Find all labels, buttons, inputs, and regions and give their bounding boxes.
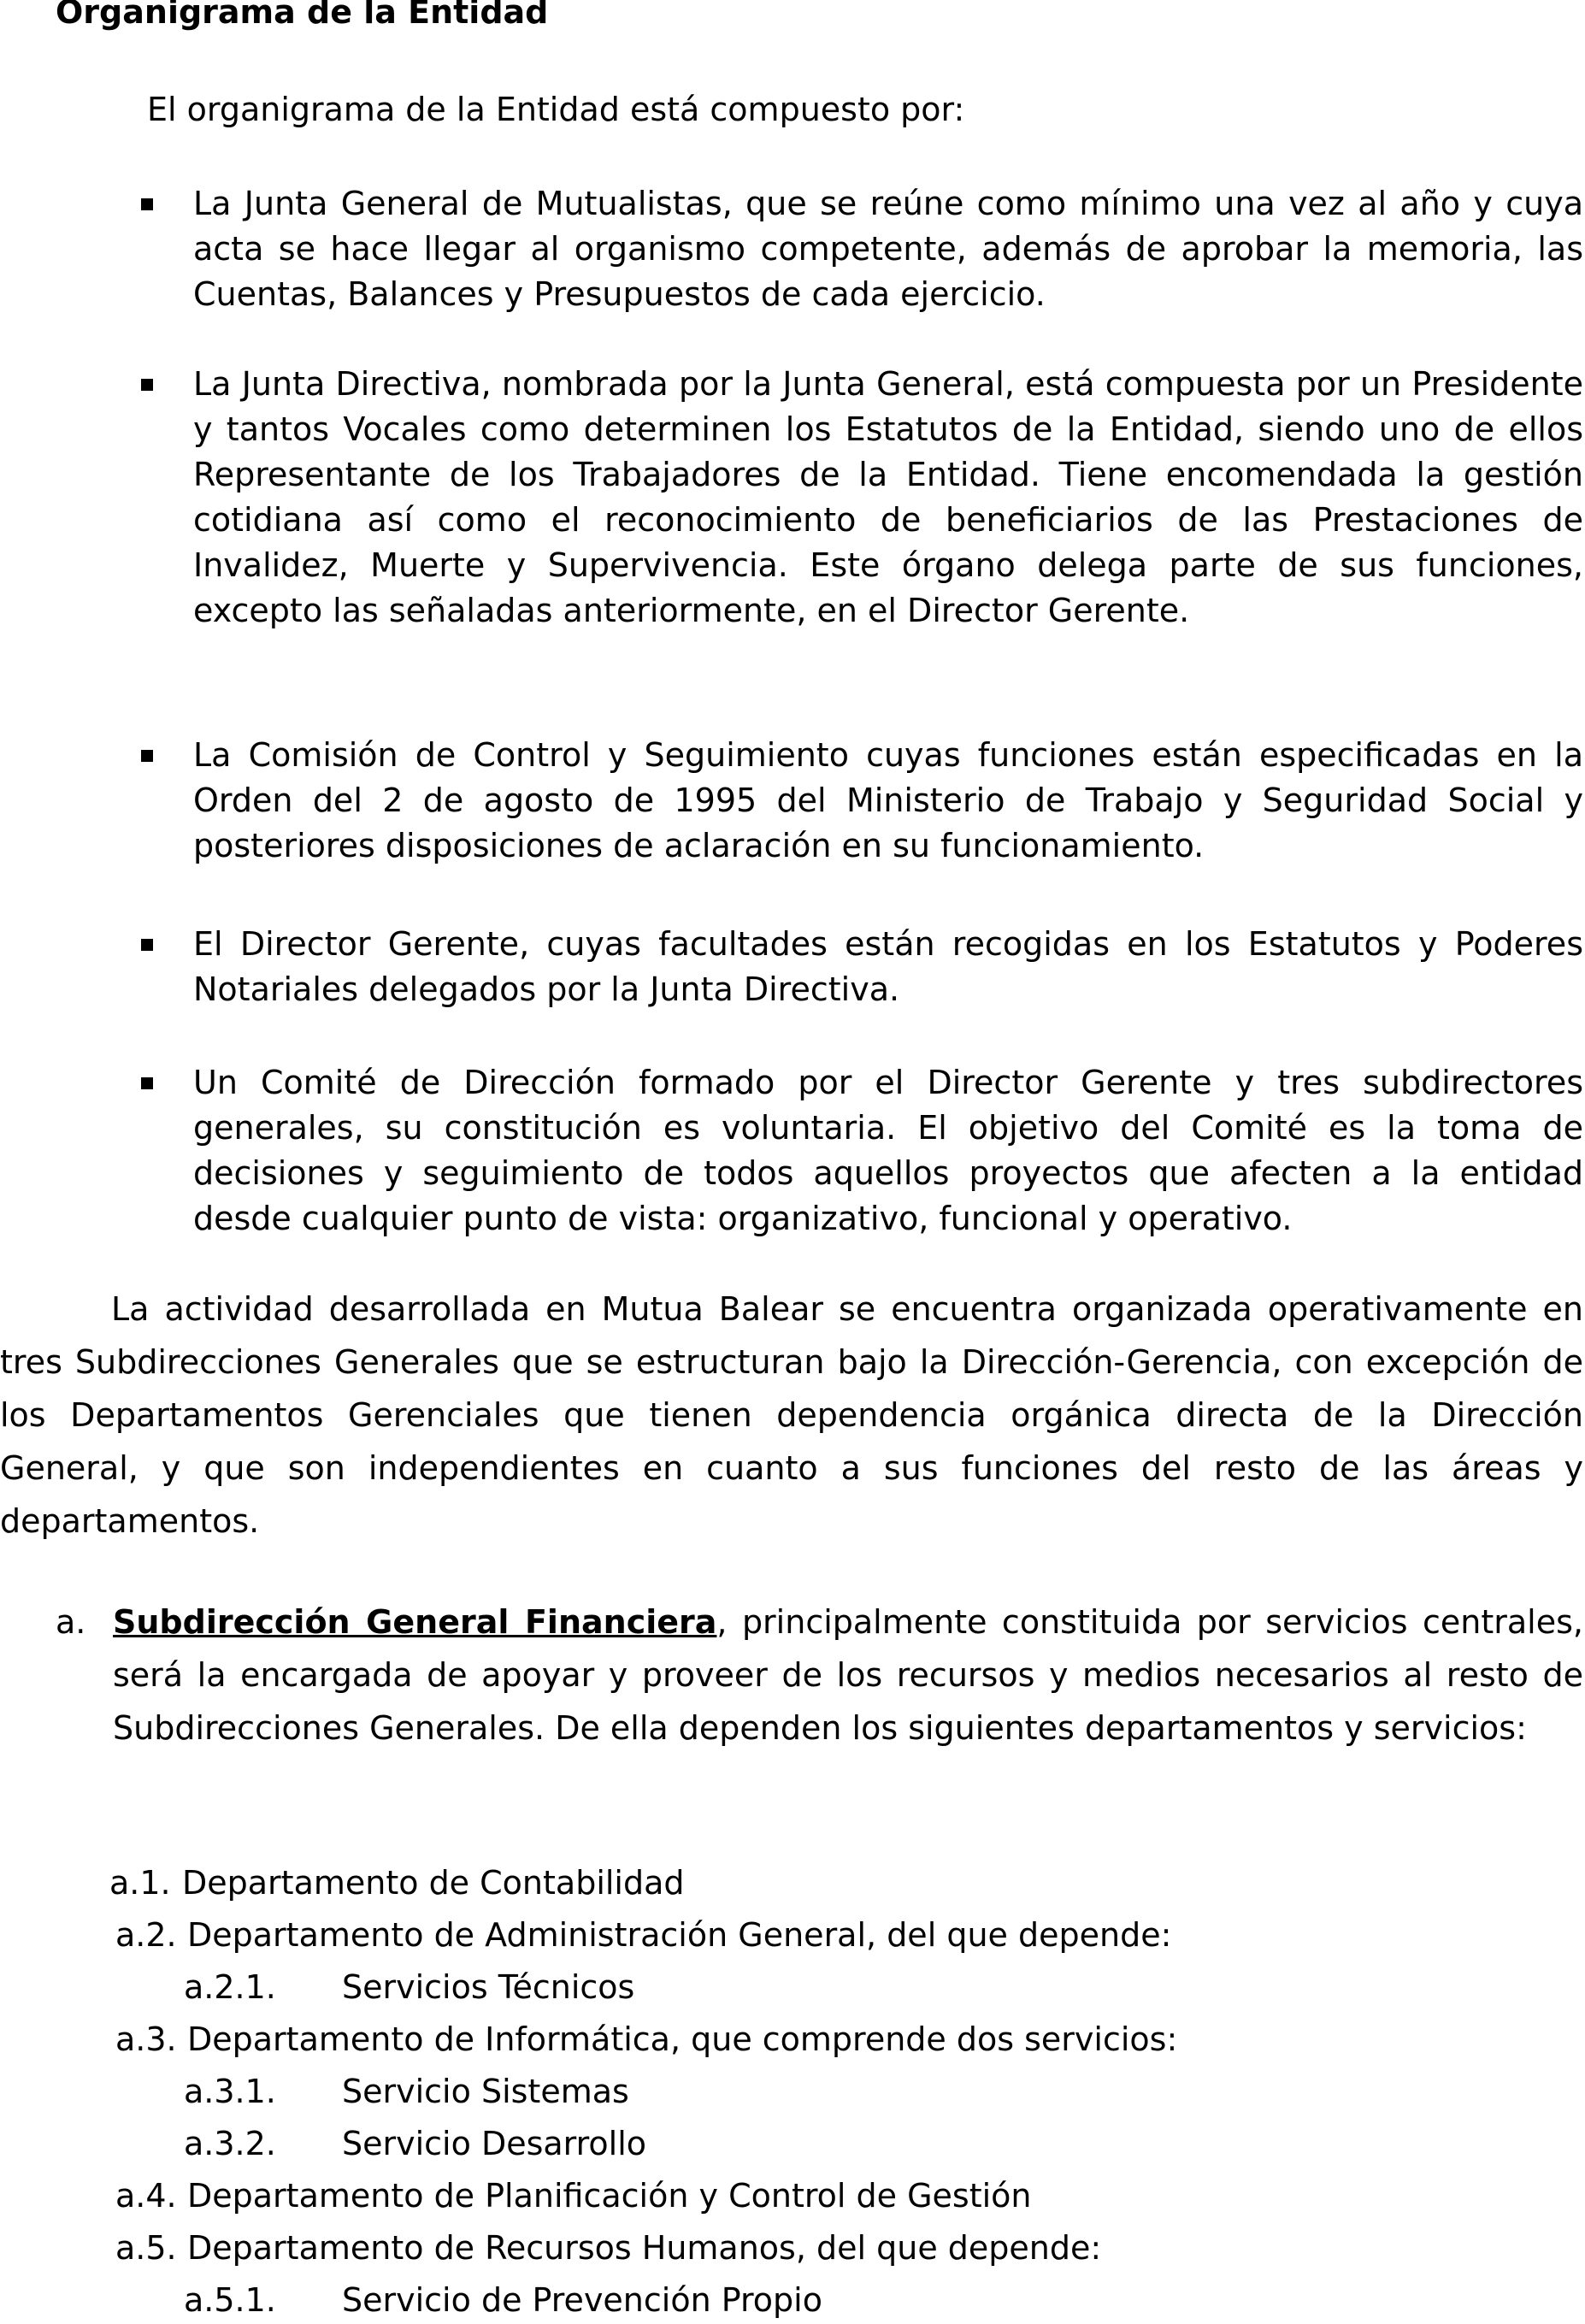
- section-marker: a.: [56, 1603, 86, 1641]
- bullet-text: La Junta Directiva, nombrada por la Junta General, está compuesta por un Presidente y tantos Vocales como determinen los Estatutos de la Entidad, siendo uno de ellos Representante de los Trabajadores de la Entidad. Tiene encomendada la gestión cotidiana así como el reconocimiento de beneficiarios de las Prestaciones de Invalidez, Muerte y Supervivencia. Este órgano delega parte de sus funciones, excepto las señaladas anteriormente, en el Director Gerente.: [193, 365, 1583, 629]
- bullet-text: El Director Gerente, cuyas facultades están recogidas en los Estatutos y Poderes Notariales delegados por la Junta Directiva.: [193, 925, 1583, 1008]
- outline-text: Departamento de Planificación y Control de Gestión: [187, 2177, 1032, 2215]
- outline-number: a.1.: [109, 1864, 171, 1902]
- outline-number: a.2.1.: [184, 1968, 276, 2006]
- outline-number: a.5.: [115, 2229, 177, 2267]
- section-body: [113, 1596, 1583, 1755]
- outline-number: a.3.2.: [184, 2125, 276, 2162]
- outline-number: a.4.: [115, 2177, 177, 2215]
- square-bullet-icon: [141, 198, 153, 210]
- body-paragraph: La actividad desarrollada en Mutua Balear se encuentra organizada operativamente en tres Subdirecciones Generales que se estructuran bajo la Dirección-Gerencia, con excepción de los Departamentos Gerenciales que tienen dependencia orgánica directa de la Dirección General, y que son independientes en cuanto a sus funciones del resto de las áreas y departamentos.: [0, 1290, 1583, 1540]
- intro-text: El organigrama de la Entidad está compuesto por:: [147, 91, 965, 128]
- outline-number: a.3.: [115, 2020, 177, 2058]
- square-bullet-icon: [141, 379, 153, 391]
- square-bullet-icon: [141, 750, 153, 762]
- outline-number: a.2.: [115, 1916, 177, 1954]
- square-bullet-icon: [141, 1077, 153, 1089]
- square-bullet-icon: [141, 939, 153, 951]
- outline-text: Departamento de Informática, que comprende dos servicios:: [187, 2020, 1178, 2058]
- bullet-text: Un Comité de Dirección formado por el Director Gerente y tres subdirectores generales, su constitución es voluntaria. El objetivo del Comité es la toma de decisiones y seguimiento de todos aquellos proyectos que afecten a la entidad desde cualquier punto de vista: organizativo, funcional y operativo.: [193, 1064, 1583, 1237]
- page-title: Organigrama de la Entidad: [56, 0, 549, 31]
- section-title: Subdirección General Financiera: [113, 1603, 717, 1641]
- outline-number: a.5.1.: [184, 2281, 276, 2319]
- outline-text: Departamento de Administración General, del que depende:: [187, 1916, 1172, 1954]
- outline-text: Servicio Desarrollo: [342, 2125, 647, 2162]
- section-text: , principalmente constituida por servicios centrales, será la encargada de apoyar y proveer de los recursos y medios necesarios al resto de Subdirecciones Generales. De ella dependen los siguientes departamentos y servicios:: [113, 1603, 1583, 1747]
- bullet-text: La Junta General de Mutualistas, que se reúne como mínimo una vez al año y cuya acta se hace llegar al organismo competente, además de aprobar la memoria, las Cuentas, Balances y Presupuestos de cada ejercicio.: [193, 185, 1583, 313]
- outline-number: a.3.1.: [184, 2073, 276, 2110]
- outline-text: Servicio Sistemas: [342, 2073, 629, 2110]
- outline-text: Servicio de Prevención Propio: [342, 2281, 822, 2319]
- bullet-text: La Comisión de Control y Seguimiento cuyas funciones están especificadas en la Orden del 2 de agosto de 1995 del Ministerio de Trabajo y Seguridad Social y posteriores disposiciones de aclaración en su funcionamiento.: [193, 736, 1583, 864]
- outline-text: Departamento de Contabilidad: [182, 1864, 685, 1902]
- outline-text: Servicios Técnicos: [342, 1968, 635, 2006]
- outline-text: Departamento de Recursos Humanos, del que depende:: [187, 2229, 1102, 2267]
